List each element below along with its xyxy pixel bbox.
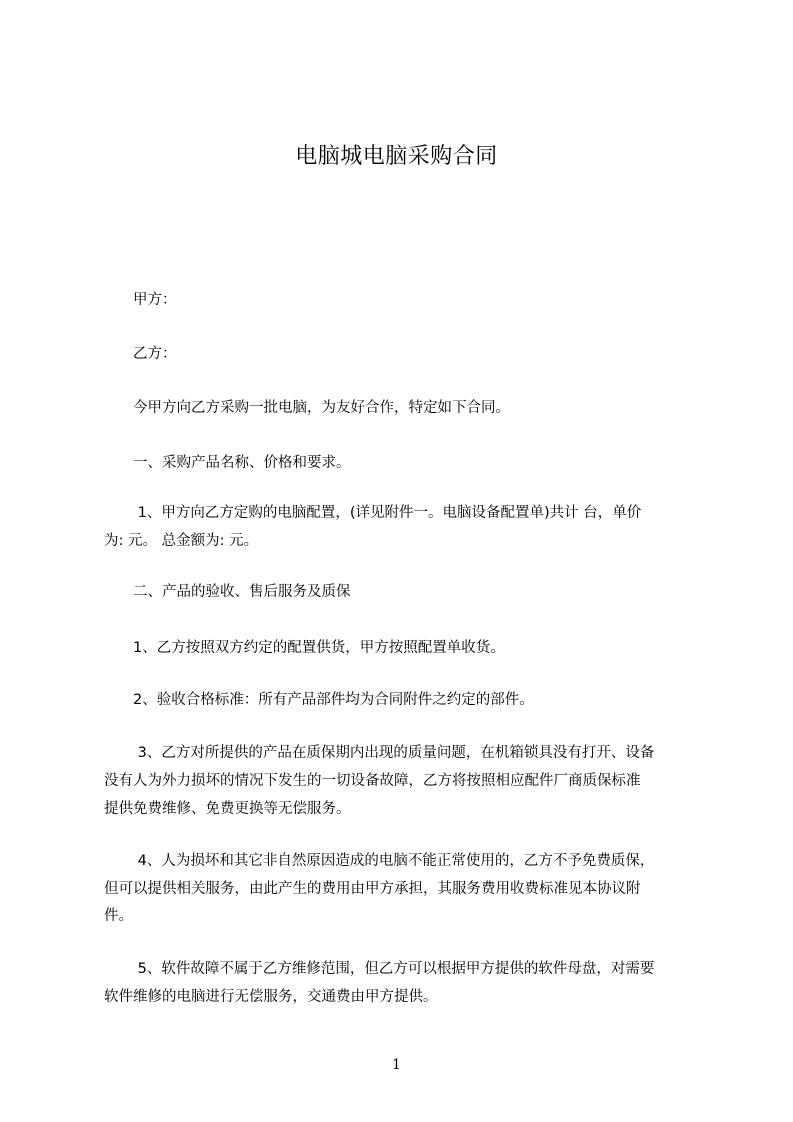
clause-2-2: 2、验收合格标准：所有产品部件均为合同附件之约定的部件。 — [104, 692, 534, 708]
clause-1-1-line-2: 为: 元。 总金额为: 元。 — [104, 533, 259, 549]
party-a-line: 甲方： — [104, 292, 177, 308]
party-b-line: 乙方： — [104, 346, 177, 362]
clause-2-4-line-1: 4、人为损坏和其它非自然原因造成的电脑不能正常使用的，乙方不予免费质保， — [104, 853, 655, 869]
clause-2-1: 1、乙方按照双方约定的配置供货，甲方按照配置单收货。 — [104, 640, 505, 656]
clause-2-4-line-2: 但可以提供相关服务，由此产生的费用由甲方承担，其服务费用收费标准见本协议附 — [104, 881, 641, 897]
clause-2-3-line-2: 没有人为外力损坏的情况下发生的一切设备故障，乙方将按照相应配件厂商质保标准 — [104, 773, 641, 789]
clause-1-1-line-1: 1、甲方向乙方定购的电脑配置，(详见附件一。电脑设备配置单)共计 台，单价 — [104, 505, 642, 521]
clause-2-5-line-2: 软件维修的电脑进行无偿服务，交通费由甲方提供。 — [104, 989, 438, 1005]
section-1-heading: 一、采购产品名称、价格和要求。 — [104, 455, 351, 471]
section-2-heading: 二、产品的验收、售后服务及质保 — [104, 584, 351, 600]
page-number: 1 — [392, 1057, 401, 1073]
clause-2-4-line-3: 件。 — [104, 908, 133, 924]
intro-paragraph: 今甲方向乙方采购一批电脑，为友好合作，特定如下合同。 — [104, 400, 510, 416]
clause-2-5-line-1: 5、软件故障不属于乙方维修范围，但乙方可以根据甲方提供的软件母盘，对需要 — [104, 961, 655, 977]
clause-2-3-line-3: 提供免费维修、免费更换等无偿服务。 — [104, 801, 351, 817]
clause-2-3-line-1: 3、乙方对所提供的产品在质保期内出现的质量问题，在机箱锁具没有打开、设备 — [104, 745, 655, 761]
document-title: 电脑城电脑采购合同 — [295, 144, 498, 169]
